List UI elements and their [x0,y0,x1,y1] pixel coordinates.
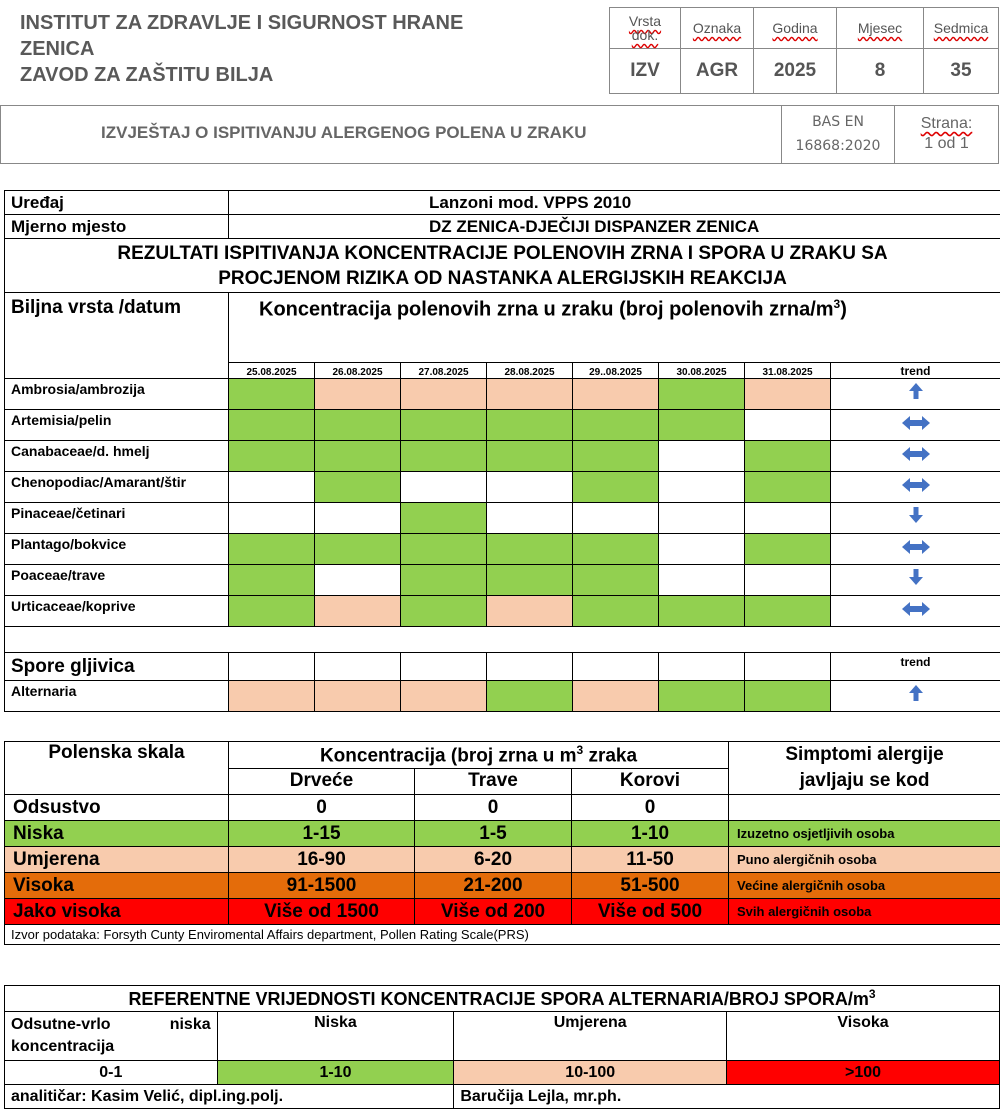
spacer-row [5,627,1000,653]
level-cell [487,441,573,472]
scale-sub-weeds: Korovi [572,768,729,795]
level-cell [229,681,315,712]
scale-trees: 1-15 [229,821,415,847]
spore-ref-h2: Umjerena [454,1012,727,1061]
date-header: 28.08.2025 [487,363,573,379]
trend-cell [831,441,1000,472]
scale-row [5,847,1000,873]
scale-symptoms: Puno alergičnih osoba [729,847,1000,873]
arrow-left-right-icon [901,445,931,468]
trend-cell [831,681,1000,712]
table-row [5,441,1000,472]
scale-level: Odsustvo [5,795,229,821]
scale-symptoms: Većine alergičnih osoba [729,873,1000,899]
trend-header: trend [831,363,1000,379]
meta-label-type: Vrsta dok. [610,8,681,49]
date-header: 26.08.2025 [315,363,401,379]
species-name: Poaceae/trave [5,565,229,596]
species-name: Chenopodiac/Amarant/štir [5,472,229,503]
document-meta-table [609,7,999,94]
species-name: Pinaceae/četinari [5,503,229,534]
level-cell [401,503,487,534]
scale-grass: 6-20 [415,847,572,873]
meta-value-week: 35 [924,49,999,94]
results-title-line-2: PROCJENOM RIZIKA OD NASTANKA ALERGIJSKIH REAKCIJA [218,267,787,289]
level-cell [659,681,745,712]
species-name: Urticaceae/koprive [5,596,229,627]
spores-header-row [5,653,1000,681]
level-cell [401,441,487,472]
arrow-up-icon [908,684,924,708]
page-number [895,106,998,163]
scale-sub-trees: Drveće [229,768,415,795]
level-cell [401,565,487,596]
scale-rows [5,795,1000,925]
trend-cell [831,379,1000,410]
scale-level: Jako visoka [5,899,229,925]
level-cell [315,596,401,627]
level-cell [487,503,573,534]
level-cell [315,565,401,596]
device-value: Lanzoni mod. VPPS 2010 [429,192,632,212]
scale-conc-header: Koncentracija (broj zrna u $m^3$ zraka [229,742,729,769]
scale-trees: Više od 1500 [229,899,415,925]
table-row [5,565,1000,596]
scale-weeds: Više od 500 [572,899,729,925]
spore-ref-v3: >100 [727,1061,1000,1085]
spore-reference-table [4,985,1000,1109]
level-cell [573,379,659,410]
place-value: DZ ZENICA-DJEČIJI DISPANZER ZENICA [429,216,760,236]
level-cell [315,681,401,712]
table-row [5,534,1000,565]
report-title-box [0,105,999,164]
level-cell [659,565,745,596]
table-row [5,681,1000,712]
level-cell [229,410,315,441]
scale-grass: 0 [415,795,572,821]
arrow-left-right-icon [901,414,931,437]
table-row [5,596,1000,627]
level-cell [315,441,401,472]
device-row [229,191,1000,215]
institute-line-1: INSTITUT ZA ZDRAVLJE I SIGURNOST HRANE [20,12,464,34]
level-cell [315,472,401,503]
spores-header: Spore gljivica [5,653,229,681]
level-cell [745,472,831,503]
level-cell [659,410,745,441]
table-row [5,379,1000,410]
place-label: Mjerno mjesto [5,215,229,239]
date-header: 30.08.2025 [659,363,745,379]
institute-line-2: ZENICA [20,38,95,60]
level-cell [315,534,401,565]
arrow-up-icon [908,382,924,406]
scale-weeds: 11-50 [572,847,729,873]
date-header: 27.08.2025 [401,363,487,379]
level-cell [229,379,315,410]
page-value: 1 od 1 [924,135,969,152]
level-cell [745,534,831,565]
spore-ref-v2: 10-100 [454,1061,727,1085]
standard-line-2: 16868:2020 [795,138,881,154]
level-cell [659,503,745,534]
level-cell [659,534,745,565]
meta-label-month: Mjesec [837,8,924,49]
analyst-signature: analitičar: Kasim Velić, dipl.ing.polj. [5,1085,454,1109]
level-cell [745,410,831,441]
level-cell [573,596,659,627]
level-cell [487,534,573,565]
scale-trees: 0 [229,795,415,821]
spore-ref-v0: 0-1 [5,1061,218,1085]
spore-ref-h0: Odsutne-vrlo niska koncentracija [5,1012,218,1061]
scale-weeds: 51-500 [572,873,729,899]
level-cell [401,534,487,565]
level-cell [573,410,659,441]
level-cell [487,681,573,712]
pollen-results-table [4,190,1000,712]
table-row [5,472,1000,503]
scale-symptoms: Izuzetno osjetljivih osoba [729,821,1000,847]
level-cell [573,681,659,712]
place-row [229,215,1000,239]
spore-rows [5,681,1000,712]
meta-value-code: AGR [681,49,754,94]
results-title-line-1: REZULTATI ISPITIVANJA KONCENTRACIJE POLENOVIH ZRNA I SPORA U ZRAKU SA [117,242,888,264]
level-cell [487,410,573,441]
second-signature: Baručija Lejla, mr.ph. [454,1085,1000,1109]
date-header: 29..08.2025 [573,363,659,379]
level-cell [401,410,487,441]
scale-row [5,795,1000,821]
meta-value-year: 2025 [754,49,837,94]
species-header: Biljna vrsta /datum [5,293,229,379]
scale-weeds: 0 [572,795,729,821]
level-cell [659,379,745,410]
scale-source: Izvor podataka: Forsyth Cunty Enviromental Affairs department, Pollen Rating Scale(PRS) [5,925,1000,945]
scale-header: Polenska skala [5,742,229,795]
level-cell [401,681,487,712]
scale-grass: Više od 200 [415,899,572,925]
level-cell [573,534,659,565]
meta-value-type: IZV [610,49,681,94]
arrow-left-right-icon [901,476,931,499]
level-cell [315,410,401,441]
date-header: 25.08.2025 [229,363,315,379]
spore-ref-v1: 1-10 [217,1061,454,1085]
scale-trees: 16-90 [229,847,415,873]
scale-grass: 21-200 [415,873,572,899]
level-cell [745,596,831,627]
level-cell [573,441,659,472]
species-name: Ambrosia/ambrozija [5,379,229,410]
page-label: Strana: [920,115,973,132]
device-label: Uređaj [5,191,229,215]
trend-cell [831,503,1000,534]
level-cell [229,472,315,503]
arrow-down-icon [908,506,924,530]
spore-ref-title: REFERENTNE VRIJEDNOSTI KONCENTRACIJE SPORA ALTERNARIA/BROJ SPORA/$m^3$ [5,986,1000,1012]
results-title [5,239,1000,293]
level-cell [573,503,659,534]
level-cell [401,596,487,627]
pollen-scale-table [4,741,1000,945]
trend-cell [831,472,1000,503]
species-name: Canabaceae/d. hmelj [5,441,229,472]
institute-line-3: ZAVOD ZA ZAŠTITU BILJA [20,64,274,86]
scale-row [5,821,1000,847]
date-header: 31.08.2025 [745,363,831,379]
level-cell [487,472,573,503]
level-cell [229,441,315,472]
scale-weeds: 1-10 [572,821,729,847]
concentration-header: Koncentracija polenovih zrna u zraku (broj polenovih zrna/$m^3$) [229,293,1000,363]
level-cell [487,565,573,596]
arrow-down-icon [908,568,924,592]
level-cell [659,596,745,627]
meta-label-code: Oznaka [681,8,754,49]
level-cell [229,565,315,596]
table-row [5,503,1000,534]
level-cell [745,441,831,472]
meta-label-year: Godina [754,8,837,49]
species-rows [5,379,1000,627]
spore-ref-h3: Visoka [727,1012,1000,1061]
level-cell [745,379,831,410]
level-cell [229,596,315,627]
standard-ref [781,106,895,163]
level-cell [745,681,831,712]
level-cell [573,472,659,503]
level-cell [745,565,831,596]
trend-cell [831,565,1000,596]
scale-level: Niska [5,821,229,847]
scale-row [5,899,1000,925]
level-cell [401,472,487,503]
species-name: Plantago/bokvice [5,534,229,565]
level-cell [573,565,659,596]
spores-trend-header: trend [831,653,1000,681]
trend-cell [831,596,1000,627]
level-cell [229,503,315,534]
standard-line-1: BAS EN [812,114,864,130]
level-cell [487,379,573,410]
level-cell [745,503,831,534]
table-row [5,410,1000,441]
scale-grass: 1-5 [415,821,572,847]
level-cell [315,379,401,410]
scale-trees: 91-1500 [229,873,415,899]
level-cell [487,596,573,627]
scale-level: Visoka [5,873,229,899]
meta-label-week: Sedmica [924,8,999,49]
level-cell [659,441,745,472]
species-name: Alternaria [5,681,229,712]
level-cell [659,472,745,503]
arrow-left-right-icon [901,600,931,623]
level-cell [315,503,401,534]
symptoms-header: Simptomi alergije javljaju se kod [729,742,1000,795]
level-cell [229,534,315,565]
spore-ref-h1: Niska [217,1012,454,1061]
meta-value-month: 8 [837,49,924,94]
trend-cell [831,534,1000,565]
species-name: Artemisia/pelin [5,410,229,441]
scale-row [5,873,1000,899]
institute-name [20,10,463,88]
trend-cell [831,410,1000,441]
arrow-left-right-icon [901,538,931,561]
scale-sub-grass: Trave [415,768,572,795]
level-cell [401,379,487,410]
scale-level: Umjerena [5,847,229,873]
scale-symptoms: Svih alergičnih osoba [729,899,1000,925]
report-title: IZVJEŠTAJ O ISPITIVANJU ALERGENOG POLENA U ZRAKU [101,123,587,142]
